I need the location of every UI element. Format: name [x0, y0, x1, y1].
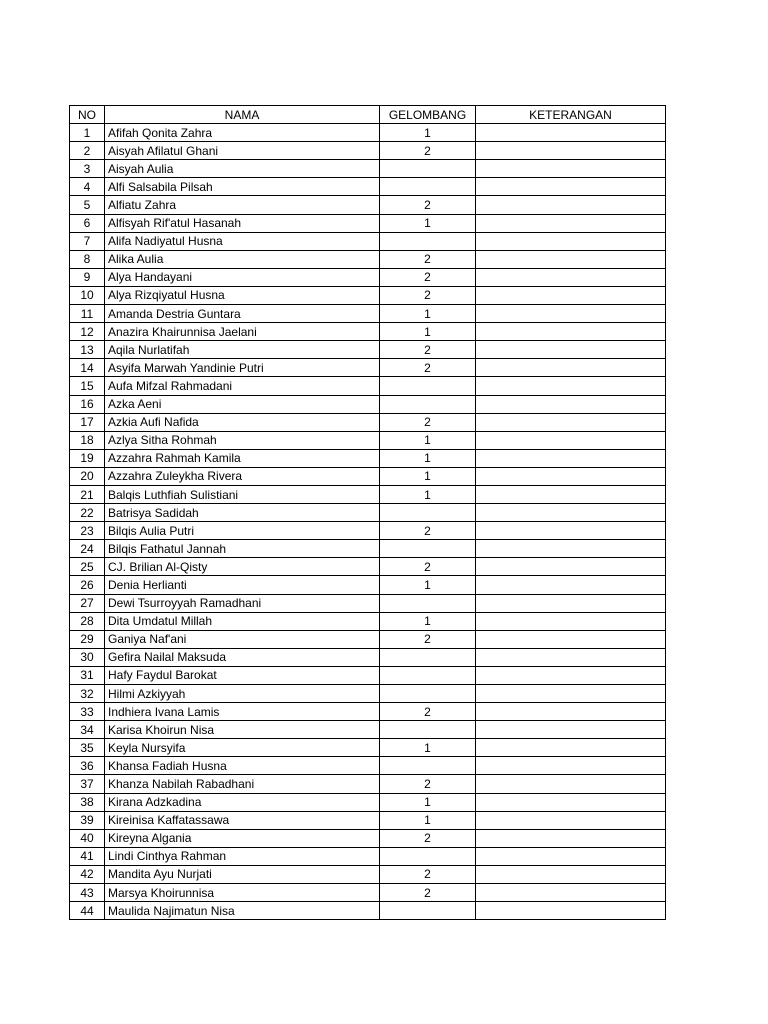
cell-no: 16: [70, 395, 105, 413]
table-row: [70, 612, 666, 630]
cell-keterangan: [476, 449, 666, 467]
cell-gelombang: 1: [380, 612, 476, 630]
cell-nama: Afifah Qonita Zahra: [105, 124, 380, 142]
header-nama: NAMA: [105, 106, 380, 124]
table-row: [70, 214, 666, 232]
cell-gelombang: 2: [380, 413, 476, 431]
cell-no: 37: [70, 775, 105, 793]
cell-keterangan: [476, 341, 666, 359]
header-no: NO: [70, 106, 105, 124]
cell-no: 36: [70, 757, 105, 775]
cell-gelombang: 1: [380, 739, 476, 757]
cell-keterangan: [476, 323, 666, 341]
table-row: [70, 449, 666, 467]
cell-gelombang: 2: [380, 703, 476, 721]
cell-no: 20: [70, 467, 105, 485]
table-row: [70, 594, 666, 612]
cell-no: 7: [70, 232, 105, 250]
cell-nama: Alfiatu Zahra: [105, 196, 380, 214]
cell-nama: Bilqis Fathatul Jannah: [105, 540, 380, 558]
cell-nama: Alfi Salsabila Pilsah: [105, 178, 380, 196]
cell-gelombang: [380, 160, 476, 178]
cell-keterangan: [476, 522, 666, 540]
table-body: [70, 124, 666, 920]
cell-no: 35: [70, 739, 105, 757]
cell-keterangan: [476, 232, 666, 250]
cell-nama: Batrisya Sadidah: [105, 504, 380, 522]
cell-gelombang: 1: [380, 305, 476, 323]
cell-nama: Dewi Tsurroyyah Ramadhani: [105, 594, 380, 612]
table-row: [70, 504, 666, 522]
cell-keterangan: [476, 142, 666, 160]
cell-nama: Maulida Najimatun Nisa: [105, 902, 380, 920]
student-list-sheet: [69, 105, 665, 920]
table-row: [70, 558, 666, 576]
cell-no: 34: [70, 721, 105, 739]
table-row: [70, 739, 666, 757]
cell-no: 25: [70, 558, 105, 576]
cell-no: 18: [70, 431, 105, 449]
cell-nama: Denia Herlianti: [105, 576, 380, 594]
table-row: [70, 142, 666, 160]
cell-no: 32: [70, 685, 105, 703]
cell-no: 1: [70, 124, 105, 142]
cell-keterangan: [476, 178, 666, 196]
cell-keterangan: [476, 359, 666, 377]
cell-keterangan: [476, 847, 666, 865]
cell-gelombang: 2: [380, 884, 476, 902]
cell-no: 40: [70, 829, 105, 847]
table-row: [70, 323, 666, 341]
cell-no: 13: [70, 341, 105, 359]
cell-keterangan: [476, 648, 666, 666]
cell-keterangan: [476, 413, 666, 431]
cell-keterangan: [476, 775, 666, 793]
cell-no: 28: [70, 612, 105, 630]
cell-nama: Khansa Fadiah Husna: [105, 757, 380, 775]
table-row: [70, 576, 666, 594]
cell-nama: Alifa Nadiyatul Husna: [105, 232, 380, 250]
cell-keterangan: [476, 630, 666, 648]
table-row: [70, 268, 666, 286]
cell-keterangan: [476, 685, 666, 703]
cell-keterangan: [476, 485, 666, 503]
table-row: [70, 160, 666, 178]
cell-keterangan: [476, 395, 666, 413]
table-row: [70, 305, 666, 323]
cell-no: 42: [70, 865, 105, 883]
cell-keterangan: [476, 558, 666, 576]
cell-gelombang: 1: [380, 214, 476, 232]
table-row: [70, 250, 666, 268]
cell-no: 21: [70, 485, 105, 503]
cell-no: 2: [70, 142, 105, 160]
cell-no: 10: [70, 286, 105, 304]
cell-nama: Hafy Faydul Barokat: [105, 666, 380, 684]
cell-nama: Azlya Sitha Rohmah: [105, 431, 380, 449]
cell-gelombang: [380, 395, 476, 413]
cell-nama: Alika Aulia: [105, 250, 380, 268]
cell-no: 8: [70, 250, 105, 268]
cell-no: 14: [70, 359, 105, 377]
student-table: [69, 105, 666, 920]
cell-keterangan: [476, 865, 666, 883]
cell-no: 41: [70, 847, 105, 865]
cell-keterangan: [476, 214, 666, 232]
cell-nama: Ganiya Naf'ani: [105, 630, 380, 648]
cell-keterangan: [476, 431, 666, 449]
cell-no: 38: [70, 793, 105, 811]
table-row: [70, 775, 666, 793]
cell-keterangan: [476, 739, 666, 757]
cell-nama: Aqila Nurlatifah: [105, 341, 380, 359]
cell-gelombang: 2: [380, 829, 476, 847]
table-row: [70, 902, 666, 920]
cell-no: 33: [70, 703, 105, 721]
table-row: [70, 685, 666, 703]
cell-keterangan: [476, 305, 666, 323]
cell-gelombang: [380, 666, 476, 684]
cell-gelombang: 2: [380, 286, 476, 304]
cell-no: 9: [70, 268, 105, 286]
cell-gelombang: 1: [380, 793, 476, 811]
cell-gelombang: [380, 847, 476, 865]
table-row: [70, 413, 666, 431]
cell-keterangan: [476, 666, 666, 684]
table-row: [70, 341, 666, 359]
cell-keterangan: [476, 286, 666, 304]
cell-keterangan: [476, 703, 666, 721]
cell-no: 44: [70, 902, 105, 920]
cell-gelombang: 2: [380, 865, 476, 883]
cell-keterangan: [476, 757, 666, 775]
cell-nama: Alfisyah Rif'atul Hasanah: [105, 214, 380, 232]
cell-gelombang: 2: [380, 250, 476, 268]
table-row: [70, 666, 666, 684]
cell-gelombang: 1: [380, 576, 476, 594]
cell-nama: Gefira Nailal Maksuda: [105, 648, 380, 666]
cell-no: 23: [70, 522, 105, 540]
table-row: [70, 884, 666, 902]
cell-no: 26: [70, 576, 105, 594]
table-row: [70, 793, 666, 811]
cell-keterangan: [476, 377, 666, 395]
cell-nama: Karisa Khoirun Nisa: [105, 721, 380, 739]
cell-nama: Azzahra Zuleykha Rivera: [105, 467, 380, 485]
table-row: [70, 467, 666, 485]
cell-gelombang: 1: [380, 467, 476, 485]
cell-nama: Aisyah Afilatul Ghani: [105, 142, 380, 160]
table-row: [70, 865, 666, 883]
cell-no: 17: [70, 413, 105, 431]
cell-nama: Aisyah Aulia: [105, 160, 380, 178]
cell-keterangan: [476, 268, 666, 286]
table-row: [70, 522, 666, 540]
cell-gelombang: [380, 178, 476, 196]
cell-no: 31: [70, 666, 105, 684]
table-row: [70, 286, 666, 304]
cell-nama: Amanda Destria Guntara: [105, 305, 380, 323]
cell-no: 27: [70, 594, 105, 612]
cell-keterangan: [476, 829, 666, 847]
header-keterangan: KETERANGAN: [476, 106, 666, 124]
cell-keterangan: [476, 504, 666, 522]
cell-keterangan: [476, 467, 666, 485]
cell-keterangan: [476, 250, 666, 268]
cell-keterangan: [476, 811, 666, 829]
table-row: [70, 124, 666, 142]
cell-keterangan: [476, 124, 666, 142]
cell-keterangan: [476, 540, 666, 558]
cell-gelombang: 2: [380, 775, 476, 793]
cell-keterangan: [476, 612, 666, 630]
cell-gelombang: 2: [380, 142, 476, 160]
table-row: [70, 811, 666, 829]
cell-keterangan: [476, 160, 666, 178]
cell-no: 3: [70, 160, 105, 178]
cell-gelombang: [380, 377, 476, 395]
cell-keterangan: [476, 884, 666, 902]
cell-nama: Lindi Cinthya Rahman: [105, 847, 380, 865]
cell-gelombang: [380, 757, 476, 775]
cell-keterangan: [476, 721, 666, 739]
table-row: [70, 377, 666, 395]
table-row: [70, 829, 666, 847]
cell-no: 11: [70, 305, 105, 323]
cell-gelombang: 2: [380, 196, 476, 214]
cell-nama: Anazira Khairunnisa Jaelani: [105, 323, 380, 341]
table-row: [70, 540, 666, 558]
cell-gelombang: [380, 232, 476, 250]
cell-nama: Indhiera Ivana Lamis: [105, 703, 380, 721]
table-row: [70, 232, 666, 250]
header-gelombang: GELOMBANG: [380, 106, 476, 124]
cell-gelombang: [380, 594, 476, 612]
cell-nama: Kireyna Algania: [105, 829, 380, 847]
cell-nama: Keyla Nursyifa: [105, 739, 380, 757]
cell-no: 6: [70, 214, 105, 232]
table-row: [70, 721, 666, 739]
cell-nama: Mandita Ayu Nurjati: [105, 865, 380, 883]
cell-gelombang: [380, 902, 476, 920]
cell-gelombang: [380, 721, 476, 739]
table-row: [70, 703, 666, 721]
cell-nama: Hilmi Azkiyyah: [105, 685, 380, 703]
cell-gelombang: 2: [380, 268, 476, 286]
cell-gelombang: 2: [380, 522, 476, 540]
table-row: [70, 648, 666, 666]
cell-gelombang: 1: [380, 449, 476, 467]
cell-keterangan: [476, 576, 666, 594]
cell-no: 30: [70, 648, 105, 666]
table-row: [70, 485, 666, 503]
cell-no: 29: [70, 630, 105, 648]
cell-gelombang: 1: [380, 124, 476, 142]
cell-nama: Balqis Luthfiah Sulistiani: [105, 485, 380, 503]
cell-nama: Alya Rizqiyatul Husna: [105, 286, 380, 304]
cell-no: 39: [70, 811, 105, 829]
cell-no: 22: [70, 504, 105, 522]
table-row: [70, 196, 666, 214]
cell-nama: Azkia Aufi Nafida: [105, 413, 380, 431]
cell-nama: Azka Aeni: [105, 395, 380, 413]
cell-gelombang: 2: [380, 630, 476, 648]
cell-gelombang: [380, 540, 476, 558]
header-row: [70, 106, 666, 124]
table-row: [70, 178, 666, 196]
cell-gelombang: [380, 504, 476, 522]
cell-gelombang: 1: [380, 811, 476, 829]
cell-nama: Asyifa Marwah Yandinie Putri: [105, 359, 380, 377]
cell-no: 15: [70, 377, 105, 395]
cell-gelombang: 2: [380, 341, 476, 359]
cell-nama: Aufa Mifzal Rahmadani: [105, 377, 380, 395]
table-row: [70, 395, 666, 413]
cell-nama: Kireinisa Kaffatassawa: [105, 811, 380, 829]
cell-keterangan: [476, 902, 666, 920]
cell-nama: Alya Handayani: [105, 268, 380, 286]
cell-gelombang: 1: [380, 485, 476, 503]
cell-no: 43: [70, 884, 105, 902]
cell-keterangan: [476, 793, 666, 811]
cell-no: 5: [70, 196, 105, 214]
cell-no: 24: [70, 540, 105, 558]
cell-gelombang: [380, 685, 476, 703]
cell-nama: CJ. Brilian Al-Qisty: [105, 558, 380, 576]
cell-no: 12: [70, 323, 105, 341]
cell-keterangan: [476, 594, 666, 612]
table-row: [70, 431, 666, 449]
cell-nama: Kirana Adzkadina: [105, 793, 380, 811]
table-row: [70, 630, 666, 648]
cell-gelombang: 1: [380, 431, 476, 449]
cell-gelombang: 1: [380, 323, 476, 341]
table-row: [70, 757, 666, 775]
table-row: [70, 359, 666, 377]
cell-nama: Bilqis Aulia Putri: [105, 522, 380, 540]
cell-gelombang: [380, 648, 476, 666]
cell-gelombang: 2: [380, 359, 476, 377]
cell-keterangan: [476, 196, 666, 214]
cell-nama: Azzahra Rahmah Kamila: [105, 449, 380, 467]
cell-no: 19: [70, 449, 105, 467]
cell-nama: Marsya Khoirunnisa: [105, 884, 380, 902]
cell-nama: Dita Umdatul Millah: [105, 612, 380, 630]
table-row: [70, 847, 666, 865]
cell-gelombang: 2: [380, 558, 476, 576]
cell-no: 4: [70, 178, 105, 196]
cell-nama: Khanza Nabilah Rabadhani: [105, 775, 380, 793]
